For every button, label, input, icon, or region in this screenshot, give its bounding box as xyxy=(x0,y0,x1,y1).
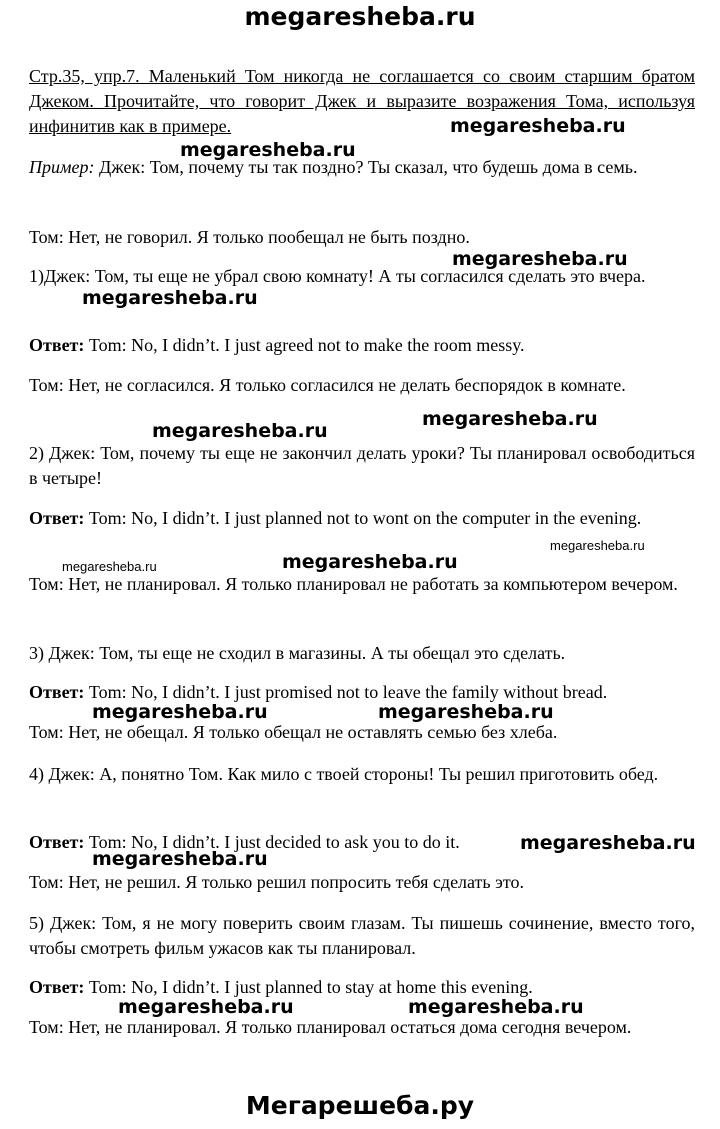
item-1-answer-text: Tom: No, I didn’t. I just agreed not to make the room messy. xyxy=(88,335,525,355)
item-4-answer-text: Tom: No, I didn’t. I just decided to ask you to do it. xyxy=(88,832,460,852)
item-3-answer-text: Tom: No, I didn’t. I just promised not to leave the family without bread. xyxy=(88,682,608,702)
item-5-jack: 5) Джек: Том, я не могу поверить своим глазам. Ты пишешь сочинение, вместо того, чтобы смотреть фильм ужасов как ты планировал. xyxy=(29,913,695,958)
answer-label: Ответ: xyxy=(29,682,85,702)
watermark: megaresheba.ru xyxy=(62,559,157,574)
item-2-answer xyxy=(29,506,695,531)
answer-label: Ответ: xyxy=(29,335,85,355)
answer-label: Ответ: xyxy=(29,977,85,997)
watermark: megaresheba.ru xyxy=(118,996,294,1018)
item-1-tom: Том: Нет, не согласился. Я только согласился не делать беспорядок в комнате. xyxy=(29,375,626,395)
item-5-tom: Том: Нет, не планировал. Я только планировал остаться дома сегодня вечером. xyxy=(29,1017,632,1037)
item-4-jack: 4) Джек: А, понятно Том. Как мило с твоей стороны! Ты решил приготовить обед. xyxy=(29,764,659,784)
item-2-tom: Том: Нет, не планировал. Я только планировал не работать за компьютером вечером. xyxy=(29,574,678,594)
task-header: Стр.35, упр.7. Маленький Том никогда не соглашается со своим старшим братом Джеком. Прочитайте, что говорит Джек и выразите возражения Тома, используя инфинитив как в примере. xyxy=(29,66,695,136)
item-3-jack: 3) Джек: Том, ты еще не сходил в магазины. А ты обещал это сделать. xyxy=(29,643,566,663)
answer-label: Ответ: xyxy=(29,508,85,528)
item-5-answer-text: Tom: No, I didn’t. I just planned to stay at home this evening. xyxy=(88,977,533,997)
example-label: Пример: xyxy=(29,157,95,177)
watermark: megaresheba.ru xyxy=(408,996,584,1018)
watermark: megaresheba.ru xyxy=(452,248,628,270)
item-1-jack: 1)Джек: Том, ты еще не убрал свою комнату! А ты согласился сделать это вчера. xyxy=(29,266,646,286)
watermark: megaresheba.ru xyxy=(282,551,458,573)
watermark: megaresheba.ru xyxy=(450,115,626,137)
example-jack-text: Джек: Том, почему ты так поздно? Ты сказал, что будешь дома в семь. xyxy=(98,157,638,177)
watermark: megaresheba.ru xyxy=(82,287,258,309)
site-footer: Мегарешеба.ру xyxy=(245,1091,475,1120)
item-2-jack: 2) Джек: Том, почему ты еще не закончил делать уроки? Ты планировал освободиться в четыре! xyxy=(29,443,695,488)
item-1-answer xyxy=(29,333,695,358)
item-2-answer-text: Tom: No, I didn’t. I just planned not to wont on the computer in the evening. xyxy=(88,508,642,528)
item-3-tom: Том: Нет, не обещал. Я только обещал не оставлять семью без хлеба. xyxy=(29,722,558,742)
example-jack xyxy=(29,155,695,180)
watermark: megaresheba.ru xyxy=(92,701,268,723)
watermark: megaresheba.ru xyxy=(92,848,268,870)
watermark: megaresheba.ru xyxy=(550,538,645,553)
site-title: megaresheba.ru xyxy=(244,2,476,31)
watermark: megaresheba.ru xyxy=(180,139,356,161)
watermark: megaresheba.ru xyxy=(378,701,554,723)
item-4-tom: Том: Нет, не решил. Я только решил попросить тебя сделать это. xyxy=(29,872,524,892)
answer-label: Ответ: xyxy=(29,832,85,852)
watermark: megaresheba.ru xyxy=(422,408,598,430)
watermark: megaresheba.ru xyxy=(520,832,696,854)
watermark: megaresheba.ru xyxy=(152,420,328,442)
example-tom: Том: Нет, не говорил. Я только пообещал не быть поздно. xyxy=(29,227,470,247)
